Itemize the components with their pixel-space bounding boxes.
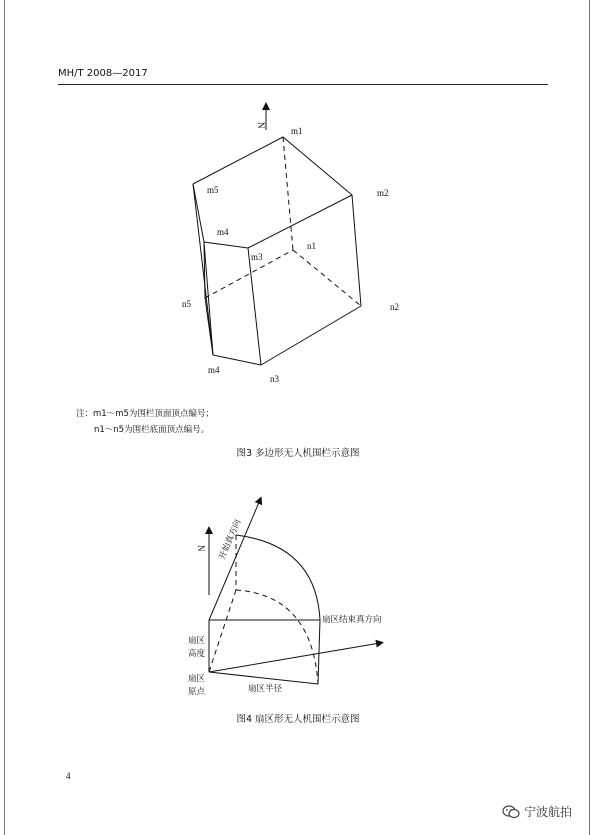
fig3-edge-m2-n2 <box>352 195 361 306</box>
fig3-bottom-n4-n3 <box>213 355 261 365</box>
fig3-hidden-edges <box>205 137 361 306</box>
fig3-label-m3: m3 <box>251 252 263 262</box>
fig3-edge-m3-n3 <box>248 248 261 365</box>
fig3-bottom-n3-n2 <box>261 306 361 365</box>
fig4-radius-label: 扇区半径 <box>248 684 283 694</box>
fig3-edge-m5-m4 <box>193 184 213 355</box>
fig3-note-line1: 注：m1～m5为围栏顶面顶点编号； <box>76 409 214 419</box>
fig4-end-direction-arrow <box>209 643 380 672</box>
fig4-origin-label-1: 扇区 <box>188 674 206 684</box>
fig4-end-direction-label: 扇区结束真方向 <box>322 615 382 625</box>
page-number: 4 <box>66 771 71 781</box>
fig4-origin-label-2: 原点 <box>188 687 206 697</box>
fig3-label-m5: m5 <box>207 185 219 195</box>
standard-number: MH/T 2008—2017 <box>58 68 148 79</box>
fig3-label-m2: m2 <box>377 188 389 198</box>
fig4-start-direction-label: 开始真方向 <box>217 518 244 562</box>
fig3-label-n2: n2 <box>390 302 399 312</box>
fig4-top-arc <box>236 535 320 620</box>
fig3-label-n3: n3 <box>270 374 279 384</box>
fig4-height-label-2: 高度 <box>188 649 206 659</box>
fig4-caption: 图4 扇区形无人机围栏示意图 <box>236 714 360 725</box>
fig4-end-height-edge <box>318 620 320 684</box>
wechat-icon <box>502 805 520 819</box>
fig3-label-m1: m1 <box>291 126 303 136</box>
fig3-caption: 图3 多边形无人机围栏示意图 <box>236 448 360 459</box>
fig4-bottom-radius <box>209 672 318 684</box>
fig3-label-m4-top: m4 <box>217 227 229 237</box>
fig4-start-direction-arrow <box>209 500 260 620</box>
fig3-label-n5: n5 <box>182 299 191 309</box>
watermark <box>502 803 572 820</box>
fig4-height-label-1: 扇区 <box>188 636 206 646</box>
fig3-note-line2: n1～n5为围栏底面顶点编号。 <box>94 425 210 435</box>
fig3-label-m4-bottom: m4 <box>208 365 220 375</box>
fig3-north-label: N <box>256 122 266 129</box>
fig3-label-n1: n1 <box>307 241 316 251</box>
watermark-text: 宁波航拍 <box>524 805 573 819</box>
fig4-north-label: N <box>196 545 206 552</box>
